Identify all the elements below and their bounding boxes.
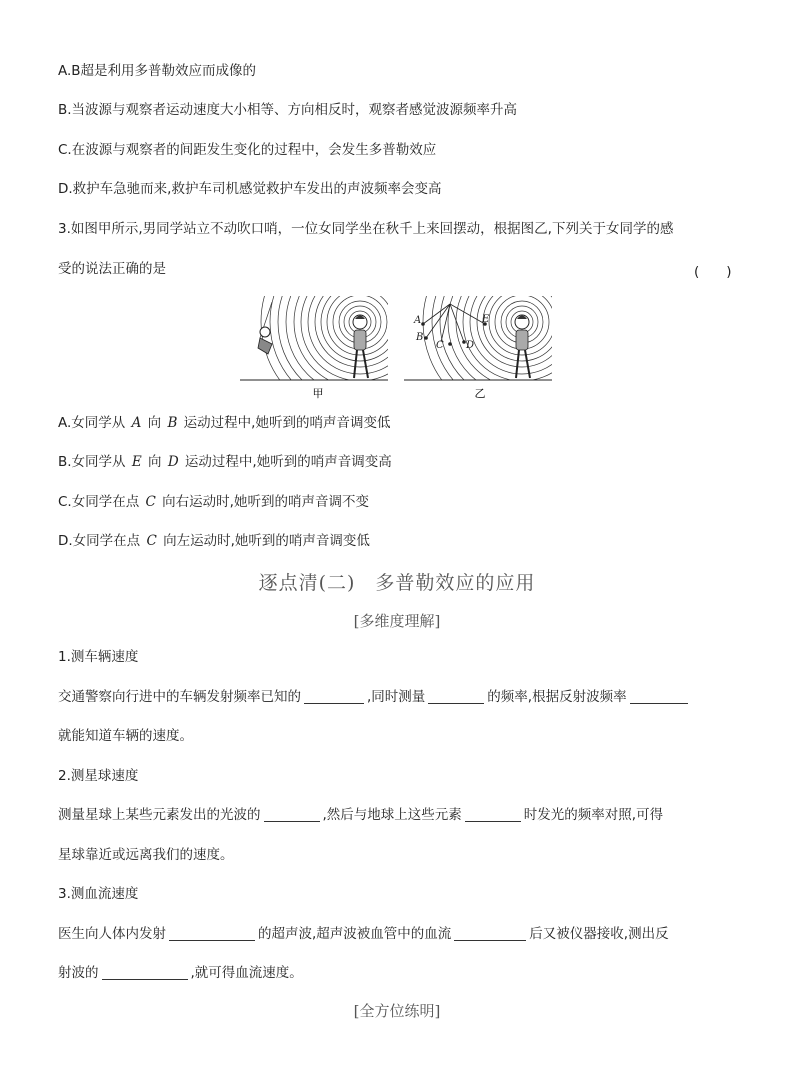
app2-line2: 星球靠近或远离我们的速度。 (58, 847, 234, 863)
fill-blank[interactable] (630, 689, 688, 704)
app3-line2: 射波的 ,就可得血流速度。 (58, 965, 303, 981)
q2-option-d: D.救护车急驰而来,救护车司机感觉救护车发出的声波频率会变高 (58, 181, 442, 197)
point-label-b: B (416, 332, 424, 343)
q2-option-b: B.当波源与观察者运动速度大小相等、方向相反时，观察者感觉波源频率升高 (58, 102, 518, 118)
point-label-d: D (466, 340, 475, 351)
q3-stem-line1: 3.如图甲所示,男同学站立不动吹口哨，一位女同学坐在秋千上来回摆动，根据图乙,下列关于女同学的感 (58, 221, 674, 237)
q3-option-c: C.女同学在点 C 向右运动时,她听到的哨声音调不变 (58, 494, 369, 510)
fill-blank[interactable] (454, 926, 526, 941)
q3-option-d: D.女同学在点 C 向左运动时,她听到的哨声音调变低 (58, 533, 370, 549)
fill-blank[interactable] (264, 807, 320, 822)
app1-line2: 就能知道车辆的速度。 (58, 728, 193, 744)
app3-title: 3.测血流速度 (58, 886, 139, 902)
fill-blank[interactable] (169, 926, 255, 941)
app1-title: 1.测车辆速度 (58, 649, 139, 665)
point-label-a: A (414, 315, 422, 326)
fill-blank[interactable] (102, 965, 188, 980)
point-a-dot (421, 322, 425, 326)
q3-option-a: A.女同学从 A 向 B 运动过程中,她听到的哨声音调变低 (58, 415, 391, 431)
subsection-understanding: [多维度理解] (353, 612, 441, 630)
fill-blank[interactable] (465, 807, 521, 822)
answer-parentheses: ( ) (694, 264, 732, 280)
point-b-dot (424, 336, 428, 340)
app3-line1: 医生向人体内发射 的超声波,超声波被血管中的血流 后又被仪器接收,测出反 (58, 926, 669, 942)
subsection-practice: [全方位练明] (353, 1002, 441, 1020)
point-label-e: E (482, 314, 490, 325)
app2-title: 2.测星球速度 (58, 768, 139, 784)
figure-label-yi: 乙 (474, 387, 486, 400)
point-c-dot (448, 342, 452, 346)
q3-stem-line2: 受的说法正确的是 (58, 261, 166, 277)
figure-label-jia: 甲 (312, 387, 324, 400)
figure-panel-yi (404, 296, 554, 404)
boy-figure-left (353, 315, 368, 378)
fill-blank[interactable] (428, 689, 484, 704)
q2-option-c: C.在波源与观察者的间距发生变化的过程中，会发生多普勒效应 (58, 142, 437, 158)
boy-figure-right (515, 315, 530, 378)
point-label-c: C (436, 340, 444, 351)
app2-line1: 测量星球上某些元素发出的光波的 ,然后与地球上这些元素 时发光的频率对照,可得 (58, 807, 664, 823)
q2-option-a: A.B超是利用多普勒效应而成像的 (58, 63, 257, 79)
fill-blank[interactable] (304, 689, 364, 704)
q3-option-b: B.女同学从 E 向 D 运动过程中,她听到的哨声音调变高 (58, 454, 392, 470)
figure-panel-jia (240, 296, 459, 404)
section-title: 逐点清(二) 多普勒效应的应用 (258, 572, 536, 594)
app1-line1: 交通警察向行进中的车辆发射频率已知的 ,同时测量 的频率,根据反射波频率 (58, 688, 691, 706)
doppler-figure (238, 296, 554, 404)
